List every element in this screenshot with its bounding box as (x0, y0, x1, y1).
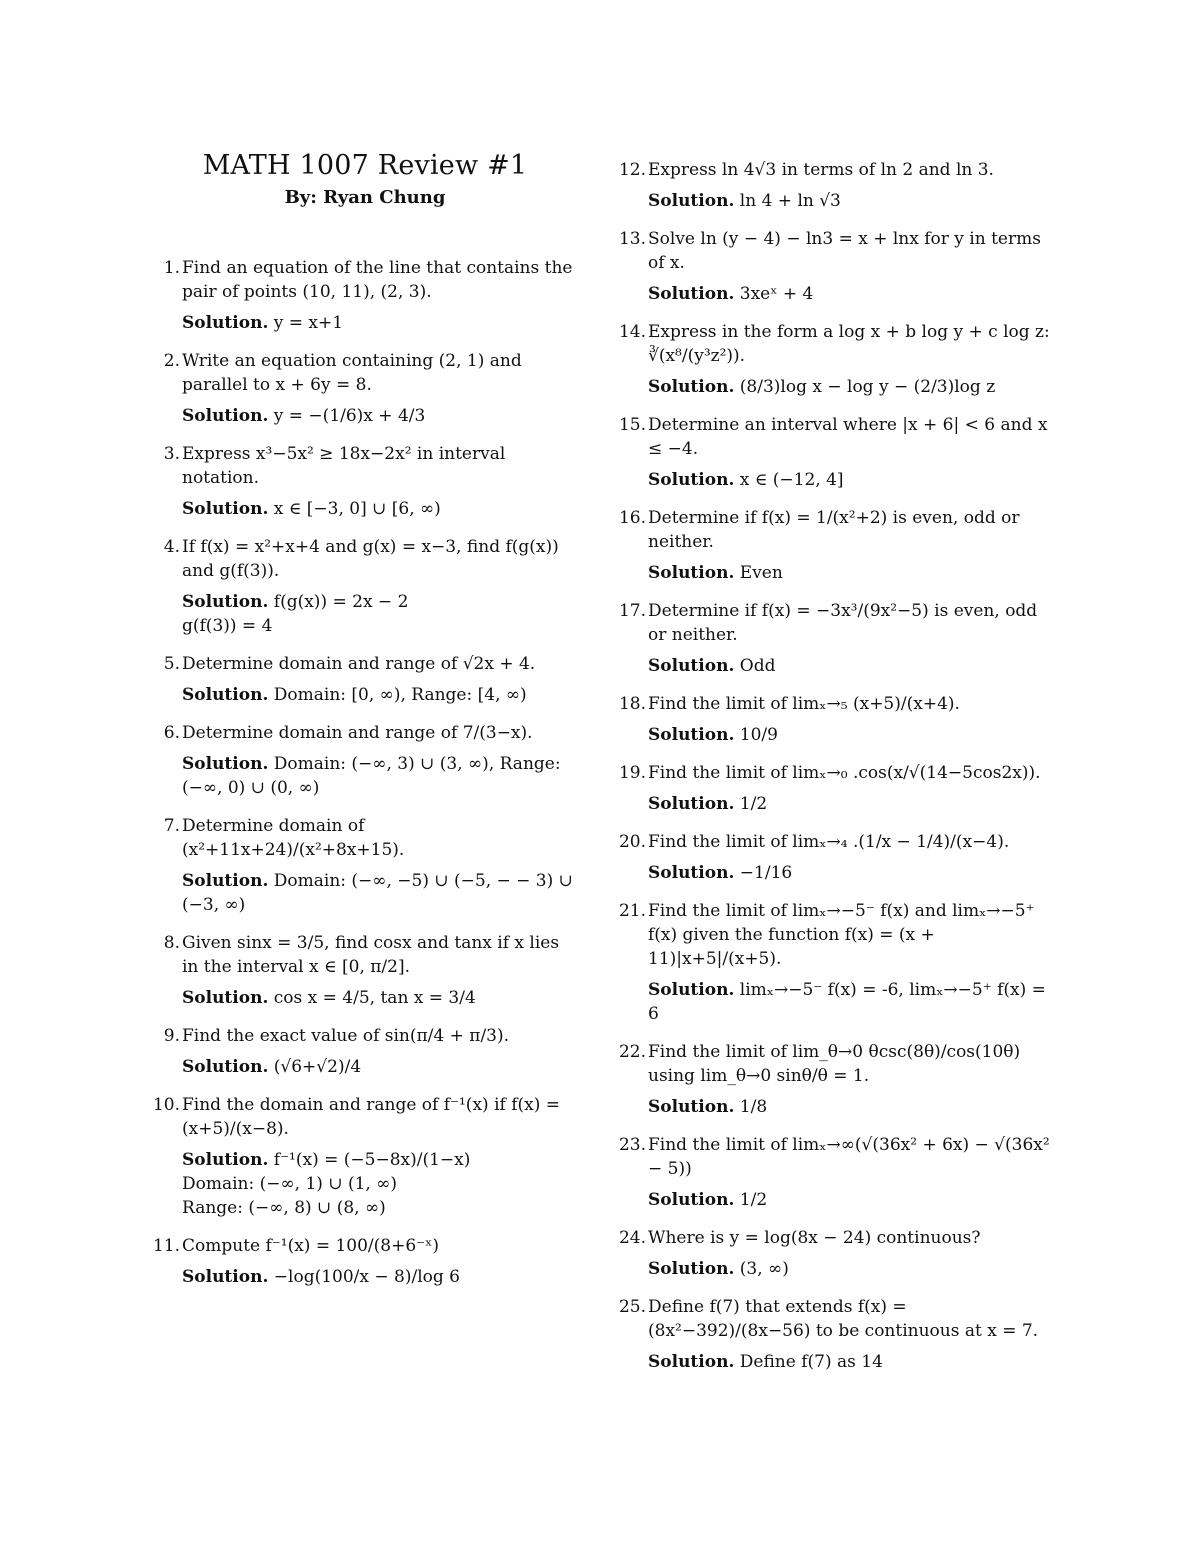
solution-text: 1/2 (739, 1190, 768, 1210)
problem-question: Determine domain and range of √2x + 4. (182, 654, 536, 674)
solution-text: Domain: (−∞, 1) ∪ (1, ∞) (182, 1174, 398, 1194)
problem-question: If f(x) = x²+x+4 and g(x) = x−3, find f(g(x)) and g(f(3)). (182, 537, 559, 581)
problem-item (148, 931, 578, 1010)
solution-line (182, 986, 578, 1010)
problem-item (148, 1234, 578, 1289)
solution-label: Solution. (648, 1097, 735, 1117)
problem-question: Express in the form a log x + b log y + c log z: ∛(x⁸/(y³z²)). (648, 322, 1050, 366)
solution-line (182, 1055, 578, 1079)
solution-text: (√6+√2)/4 (273, 1057, 362, 1077)
solution-text: Even (739, 563, 783, 583)
problem-question: Find the limit of limₓ→−5⁻ f(x) and limₓ→−5⁺ f(x) given the function f(x) = (x + 11)|x+5|/(x+5). (648, 901, 1035, 969)
problem-solution (182, 1265, 578, 1289)
problem-number: 3. (163, 444, 180, 464)
problem-number: 19. (618, 763, 646, 783)
solution-line (182, 497, 578, 521)
problem-question: Find the limit of limₓ→₄ .(1/x − 1/4)/(x−4). (648, 832, 1010, 852)
problem-solution (648, 561, 1060, 585)
problem-number: 5. (163, 654, 180, 674)
solution-label: Solution. (648, 980, 735, 1000)
problem-question: Where is y = log(8x − 24) continuous? (648, 1228, 981, 1248)
solution-text: cos x = 4/5, tan x = 3/4 (273, 988, 476, 1008)
problem-question: Find the exact value of sin(π/4 + π/3). (182, 1026, 510, 1046)
problem-solution (182, 1055, 578, 1079)
solution-line (648, 561, 1060, 585)
problem-item (614, 158, 1060, 213)
problem-question: Solve ln (y − 4) − ln3 = x + lnx for y in terms of x. (648, 229, 1041, 273)
problem-question: Write an equation containing (2, 1) and parallel to x + 6y = 8. (182, 351, 522, 395)
solution-line (182, 869, 578, 917)
right-column (614, 158, 1060, 1388)
problem-number: 4. (163, 537, 180, 557)
problem-question: Define f(7) that extends f(x) = (8x²−392)/(8x−56) to be continuous at x = 7. (648, 1297, 1039, 1341)
solution-text: x ∈ [−3, 0] ∪ [6, ∞) (273, 499, 441, 519)
solution-line (182, 311, 578, 335)
solution-line (182, 614, 578, 638)
solution-label: Solution. (648, 377, 735, 397)
solution-line (648, 723, 1060, 747)
solution-text: g(f(3)) = 4 (182, 616, 273, 636)
solution-line (648, 282, 1060, 306)
problem-number: 20. (618, 832, 646, 852)
solution-line (648, 792, 1060, 816)
solution-line (648, 1188, 1060, 1212)
solution-text: 10/9 (739, 725, 778, 745)
problem-question: Determine if f(x) = 1/(x²+2) is even, odd or neither. (648, 508, 1020, 552)
problem-number: 12. (618, 160, 646, 180)
solution-label: Solution. (182, 1267, 269, 1287)
problem-number: 15. (618, 415, 646, 435)
solution-text: Define f(7) as 14 (739, 1352, 883, 1372)
left-column (148, 256, 578, 1303)
problem-number: 10. (152, 1095, 180, 1115)
solution-line (648, 1257, 1060, 1281)
problem-item (148, 1024, 578, 1079)
solution-line (648, 1350, 1060, 1374)
problem-item (148, 442, 578, 521)
solution-label: Solution. (182, 313, 269, 333)
problem-item (614, 227, 1060, 306)
solution-line (182, 590, 578, 614)
problem-number: 16. (618, 508, 646, 528)
problem-solution (648, 468, 1060, 492)
solution-line (182, 752, 578, 800)
solution-line (648, 861, 1060, 885)
solution-label: Solution. (182, 754, 269, 774)
problem-number: 6. (163, 723, 180, 743)
problem-question: Find the domain and range of f⁻¹(x) if f(x) = (x+5)/(x−8). (182, 1095, 560, 1139)
problem-solution (648, 978, 1060, 1026)
problem-solution (182, 1148, 578, 1220)
solution-line (648, 189, 1060, 213)
problem-number: 18. (618, 694, 646, 714)
problem-solution (182, 986, 578, 1010)
solution-label: Solution. (648, 1259, 735, 1279)
problem-item (614, 1226, 1060, 1281)
problem-solution (648, 723, 1060, 747)
problem-solution (182, 497, 578, 521)
problem-question: Express ln 4√3 in terms of ln 2 and ln 3. (648, 160, 994, 180)
solution-label: Solution. (648, 470, 735, 490)
problem-solution (182, 683, 578, 707)
solution-text: Odd (739, 656, 776, 676)
solution-line (182, 1172, 578, 1196)
solution-label: Solution. (182, 1057, 269, 1077)
solution-text: Domain: [0, ∞), Range: [4, ∞) (273, 685, 527, 705)
problem-item (614, 761, 1060, 816)
problem-number: 14. (618, 322, 646, 342)
solution-line (182, 1148, 578, 1172)
solution-label: Solution. (648, 563, 735, 583)
problem-item (614, 1133, 1060, 1212)
problem-number: 24. (618, 1228, 646, 1248)
solution-text: −log(100/x − 8)/log 6 (273, 1267, 460, 1287)
solution-line (648, 978, 1060, 1026)
problem-solution (182, 752, 578, 800)
problem-solution (648, 1188, 1060, 1212)
problem-item (614, 899, 1060, 1026)
solution-text: Domain: (−∞, 3) ∪ (3, ∞), Range: (−∞, 0) ∪ (0, ∞) (182, 754, 561, 798)
solution-line (648, 654, 1060, 678)
solution-label: Solution. (648, 284, 735, 304)
solution-label: Solution. (648, 656, 735, 676)
problem-number: 11. (152, 1236, 180, 1256)
problem-question: Determine domain and range of 7/(3−x). (182, 723, 533, 743)
problem-question: Find the limit of limₓ→∞(√(36x² + 6x) − √(36x² − 5)) (648, 1135, 1050, 1179)
page-title: MATH 1007 Review #1 (202, 150, 528, 181)
solution-text: limₓ→−5⁻ f(x) = -6, limₓ→−5⁺ f(x) = 6 (648, 980, 1046, 1024)
problem-item (614, 413, 1060, 492)
problem-question: Find the limit of limₓ→₅ (x+5)/(x+4). (648, 694, 960, 714)
solution-text: y = −(1/6)x + 4/3 (273, 406, 426, 426)
solution-text: y = x+1 (273, 313, 344, 333)
problem-number: 22. (618, 1042, 646, 1062)
problem-item (614, 692, 1060, 747)
solution-text: 1/2 (739, 794, 768, 814)
solution-line (182, 1265, 578, 1289)
solution-label: Solution. (182, 592, 269, 612)
problem-question: Find an equation of the line that contains the pair of points (10, 11), (2, 3). (182, 258, 573, 302)
solution-line (648, 468, 1060, 492)
solution-label: Solution. (182, 685, 269, 705)
problem-number: 13. (618, 229, 646, 249)
problem-solution (182, 590, 578, 638)
problem-solution (648, 1095, 1060, 1119)
solution-text: 1/8 (739, 1097, 768, 1117)
problem-solution (648, 375, 1060, 399)
solution-text: 3xeˣ + 4 (739, 284, 814, 304)
problem-number: 1. (163, 258, 180, 278)
problem-number: 23. (618, 1135, 646, 1155)
solution-text: f⁻¹(x) = (−5−8x)/(1−x) (273, 1150, 471, 1170)
problem-solution (648, 1257, 1060, 1281)
solution-label: Solution. (648, 725, 735, 745)
problem-solution (648, 792, 1060, 816)
problem-question: Given sinx = 3/5, find cosx and tanx if x lies in the interval x ∈ [0, π/2]. (182, 933, 560, 977)
problem-item (148, 535, 578, 638)
problem-question: Compute f⁻¹(x) = 100/(8+6⁻ˣ) (182, 1236, 439, 1256)
problem-item (148, 721, 578, 800)
problem-item (614, 506, 1060, 585)
problem-item (148, 1093, 578, 1220)
problem-question: Find the limit of limₓ→₀ .cos(x/√(14−5cos2x)). (648, 763, 1041, 783)
problem-number: 21. (618, 901, 646, 921)
solution-text: f(g(x)) = 2x − 2 (273, 592, 409, 612)
problem-number: 9. (163, 1026, 180, 1046)
problem-number: 17. (618, 601, 646, 621)
problem-number: 2. (163, 351, 180, 371)
author-line: By: Ryan Chung (284, 187, 446, 208)
problem-question: Determine if f(x) = −3x³/(9x²−5) is even, odd or neither. (648, 601, 1038, 645)
problem-solution (648, 654, 1060, 678)
solution-label: Solution. (648, 191, 735, 211)
problem-number: 7. (163, 816, 180, 836)
problem-number: 8. (163, 933, 180, 953)
problem-question: Determine domain of (x²+11x+24)/(x²+8x+15). (182, 816, 405, 860)
problem-solution (182, 311, 578, 335)
problem-solution (648, 861, 1060, 885)
problem-question: Express x³−5x² ≥ 18x−2x² in interval notation. (182, 444, 506, 488)
solution-line (648, 375, 1060, 399)
solution-text: −1/16 (739, 863, 793, 883)
problem-question: Find the limit of lim_θ→0 θcsc(8θ)/cos(10θ) using lim_θ→0 sinθ/θ = 1. (648, 1042, 1021, 1086)
solution-text: Domain: (−∞, −5) ∪ (−5, − − 3) ∪ (−3, ∞) (182, 871, 573, 915)
problem-item (148, 652, 578, 707)
solution-line (648, 1095, 1060, 1119)
problem-solution (648, 1350, 1060, 1374)
problem-solution (182, 869, 578, 917)
problem-item (148, 814, 578, 917)
problem-item (614, 1040, 1060, 1119)
solution-label: Solution. (182, 406, 269, 426)
problem-item (614, 599, 1060, 678)
problem-item (614, 320, 1060, 399)
solution-line (182, 1196, 578, 1220)
solution-text: x ∈ (−12, 4] (739, 470, 844, 490)
problem-number: 25. (618, 1297, 646, 1317)
solution-text: (8/3)log x − log y − (2/3)log z (739, 377, 996, 397)
problem-solution (182, 404, 578, 428)
solution-text: Range: (−∞, 8) ∪ (8, ∞) (182, 1198, 386, 1218)
problem-item (148, 349, 578, 428)
solution-text: ln 4 + ln √3 (739, 191, 841, 211)
solution-label: Solution. (182, 988, 269, 1008)
problem-question: Determine an interval where |x + 6| < 6 and x ≤ −4. (648, 415, 1048, 459)
problem-item (148, 256, 578, 335)
problem-item (614, 830, 1060, 885)
problem-item (614, 1295, 1060, 1374)
solution-label: Solution. (648, 1190, 735, 1210)
solution-line (182, 404, 578, 428)
problem-solution (648, 189, 1060, 213)
problem-solution (648, 282, 1060, 306)
solution-label: Solution. (648, 863, 735, 883)
solution-label: Solution. (182, 1150, 269, 1170)
solution-label: Solution. (182, 499, 269, 519)
solution-label: Solution. (182, 871, 269, 891)
solution-text: (3, ∞) (739, 1259, 789, 1279)
solution-line (182, 683, 578, 707)
document-header (190, 150, 540, 208)
solution-label: Solution. (648, 794, 735, 814)
solution-label: Solution. (648, 1352, 735, 1372)
